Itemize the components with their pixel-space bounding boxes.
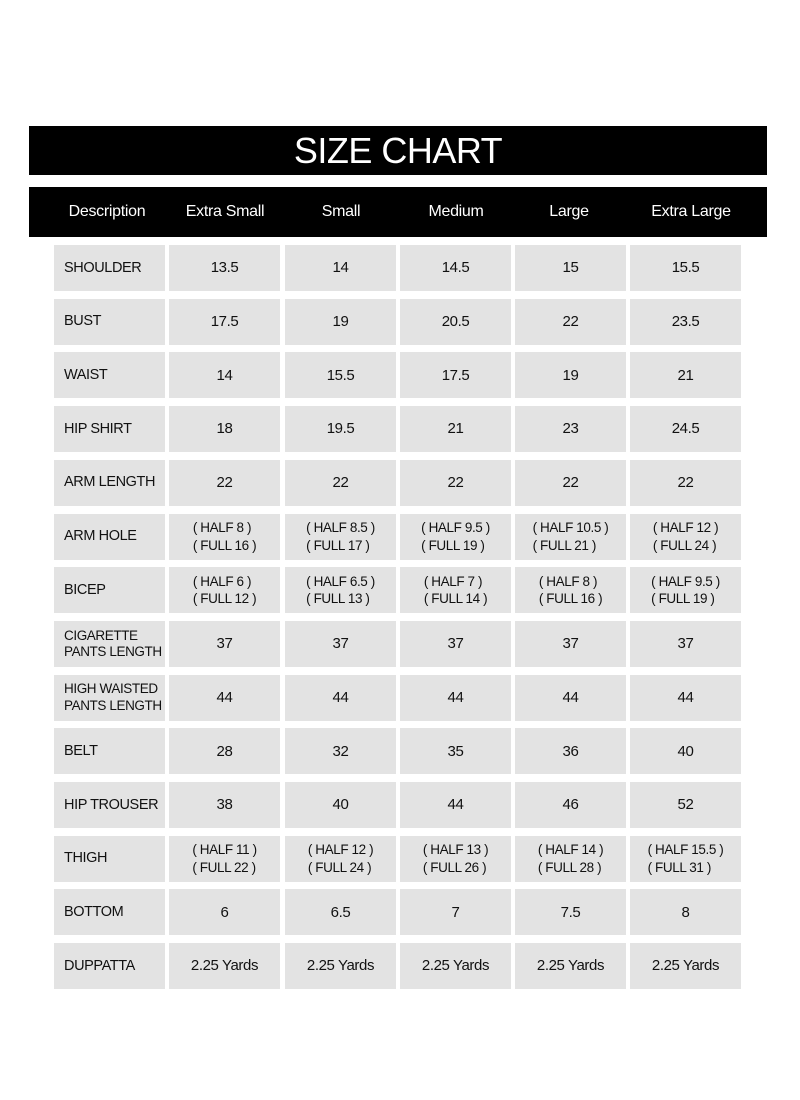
table-cell — [169, 567, 280, 613]
table-cell: 20.5 — [400, 299, 511, 345]
table-cell-line: ( FULL 28 ) — [537, 859, 602, 875]
table-cell: 40 — [630, 728, 741, 774]
table-cell-line: ( FULL 19 ) — [421, 537, 485, 553]
row-label-line: PANTS LENGTH — [64, 697, 162, 713]
table-cell-line: ( FULL 24 ) — [652, 537, 717, 553]
table-cell — [630, 836, 741, 882]
table-cell: 44 — [169, 675, 280, 721]
table-cell-line: ( HALF 9.5 ) — [421, 519, 490, 535]
row-label: ARM LENGTH — [54, 460, 165, 506]
table-cell: 17.5 — [400, 352, 511, 398]
header-description: Description — [68, 203, 146, 220]
table-header — [29, 187, 767, 237]
table-cell: 44 — [630, 675, 741, 721]
header-small: Small — [321, 203, 361, 220]
table-cell: 15 — [515, 245, 626, 291]
table-cell: 15.5 — [630, 245, 741, 291]
table-cell: 32 — [285, 728, 396, 774]
table-cell — [515, 567, 626, 613]
header-large: Large — [549, 203, 589, 220]
table-cell-line: ( HALF 9.5 ) — [651, 573, 720, 589]
table-cell: 22 — [515, 460, 626, 506]
table-cell: 19.5 — [285, 406, 396, 452]
table-cell: 46 — [515, 782, 626, 828]
table-cell: 15.5 — [285, 352, 396, 398]
table-cell: 7 — [400, 889, 511, 935]
table-cell — [400, 836, 511, 882]
row-label: THIGH — [54, 836, 165, 882]
table-cell: 14 — [285, 245, 396, 291]
table-cell: 35 — [400, 728, 511, 774]
table-cell-line: ( HALF 6 ) — [192, 573, 252, 589]
table-cell: 23 — [515, 406, 626, 452]
table-cell: 6 — [169, 889, 280, 935]
table-cell: 36 — [515, 728, 626, 774]
table-cell — [400, 567, 511, 613]
table-cell: 8 — [630, 889, 741, 935]
table-cell — [630, 514, 741, 560]
table-cell — [515, 836, 626, 882]
row-label: BICEP — [54, 567, 165, 613]
table-cell: 18 — [169, 406, 280, 452]
table-cell-line: ( HALF 14 ) — [537, 842, 604, 858]
table-cell: 44 — [400, 782, 511, 828]
table-cell: 19 — [515, 352, 626, 398]
table-cell: 37 — [285, 621, 396, 667]
row-label-line: HIGH WAISTED — [64, 681, 158, 697]
table-cell-line: ( FULL 21 ) — [532, 537, 596, 553]
table-cell — [285, 567, 396, 613]
table-cell: 22 — [285, 460, 396, 506]
table-cell — [169, 514, 280, 560]
table-cell: 17.5 — [169, 299, 280, 345]
table-cell: 52 — [630, 782, 741, 828]
table-cell: 6.5 — [285, 889, 396, 935]
table-cell-line: ( FULL 12 ) — [192, 591, 257, 607]
row-label: SHOULDER — [54, 245, 165, 291]
table-cell-line: ( FULL 26 ) — [422, 859, 487, 875]
table-cell: 44 — [400, 675, 511, 721]
table-cell: 22 — [630, 460, 741, 506]
table-cell-line: ( HALF 12 ) — [307, 842, 374, 858]
row-label-line: CIGARETTE — [64, 627, 138, 643]
row-label-line: PANTS LENGTH — [64, 643, 162, 659]
row-label: BELT — [54, 728, 165, 774]
table-cell-line: ( HALF 15.5 ) — [647, 842, 724, 858]
table-cell — [515, 514, 626, 560]
table-cell: 24.5 — [630, 406, 741, 452]
table-cell — [169, 836, 280, 882]
table-cell-line: ( HALF 8 ) — [192, 519, 252, 535]
table-cell-line: ( HALF 8.5 ) — [306, 519, 375, 535]
table-cell: 2.25 Yards — [515, 943, 626, 989]
table-cell: 37 — [630, 621, 741, 667]
table-cell: 21 — [630, 352, 741, 398]
table-cell: 22 — [400, 460, 511, 506]
table-cell-line: ( HALF 6.5 ) — [306, 573, 375, 589]
row-label: BUST — [54, 299, 165, 345]
table-cell: 19 — [285, 299, 396, 345]
table-cell-line: ( FULL 19 ) — [651, 591, 715, 607]
table-cell-line: ( FULL 16 ) — [192, 537, 257, 553]
table-cell: 2.25 Yards — [285, 943, 396, 989]
row-label: DUPPATTA — [54, 943, 165, 989]
row-label: WAIST — [54, 352, 165, 398]
table-cell: 38 — [169, 782, 280, 828]
table-cell-line: ( FULL 22 ) — [192, 859, 256, 875]
table-cell: 22 — [169, 460, 280, 506]
table-cell: 2.25 Yards — [400, 943, 511, 989]
header-medium: Medium — [428, 203, 484, 220]
table-cell-line: ( FULL 14 ) — [423, 591, 488, 607]
row-label — [54, 675, 165, 721]
table-cell: 28 — [169, 728, 280, 774]
header-extra-large: Extra Large — [651, 203, 731, 220]
header-extra-small: Extra Small — [185, 203, 265, 220]
table-cell-line: ( FULL 24 ) — [307, 859, 372, 875]
table-cell — [630, 567, 741, 613]
table-cell: 7.5 — [515, 889, 626, 935]
table-cell: 14 — [169, 352, 280, 398]
table-cell: 44 — [515, 675, 626, 721]
table-cell: 21 — [400, 406, 511, 452]
table-cell: 23.5 — [630, 299, 741, 345]
table-cell: 37 — [400, 621, 511, 667]
table-cell-line: ( HALF 11 ) — [192, 842, 257, 858]
table-cell: 22 — [515, 299, 626, 345]
table-cell — [285, 514, 396, 560]
row-label — [54, 621, 165, 667]
table-cell: 37 — [515, 621, 626, 667]
table-cell-line: ( HALF 13 ) — [422, 842, 489, 858]
table-cell: 44 — [285, 675, 396, 721]
table-cell: 40 — [285, 782, 396, 828]
table-cell: 2.25 Yards — [630, 943, 741, 989]
row-label: HIP TROUSER — [54, 782, 165, 828]
table-cell-line: ( HALF 7 ) — [423, 573, 483, 589]
row-label: BOTTOM — [54, 889, 165, 935]
table-cell-line: ( FULL 17 ) — [306, 537, 370, 553]
table-cell: 13.5 — [169, 245, 280, 291]
table-cell — [285, 836, 396, 882]
table-cell-line: ( HALF 10.5 ) — [532, 519, 609, 535]
row-label: ARM HOLE — [54, 514, 165, 560]
table-cell-line: ( FULL 16 ) — [538, 591, 603, 607]
table-cell-line: ( FULL 31 ) — [647, 859, 711, 875]
row-label: HIP SHIRT — [54, 406, 165, 452]
table-cell: 37 — [169, 621, 280, 667]
table-cell-line: ( HALF 12 ) — [652, 519, 719, 535]
table-cell — [400, 514, 511, 560]
size-chart-title: SIZE CHART — [29, 126, 767, 175]
table-cell-line: ( FULL 13 ) — [306, 591, 370, 607]
table-cell: 2.25 Yards — [169, 943, 280, 989]
table-cell-line: ( HALF 8 ) — [538, 573, 598, 589]
table-cell: 14.5 — [400, 245, 511, 291]
